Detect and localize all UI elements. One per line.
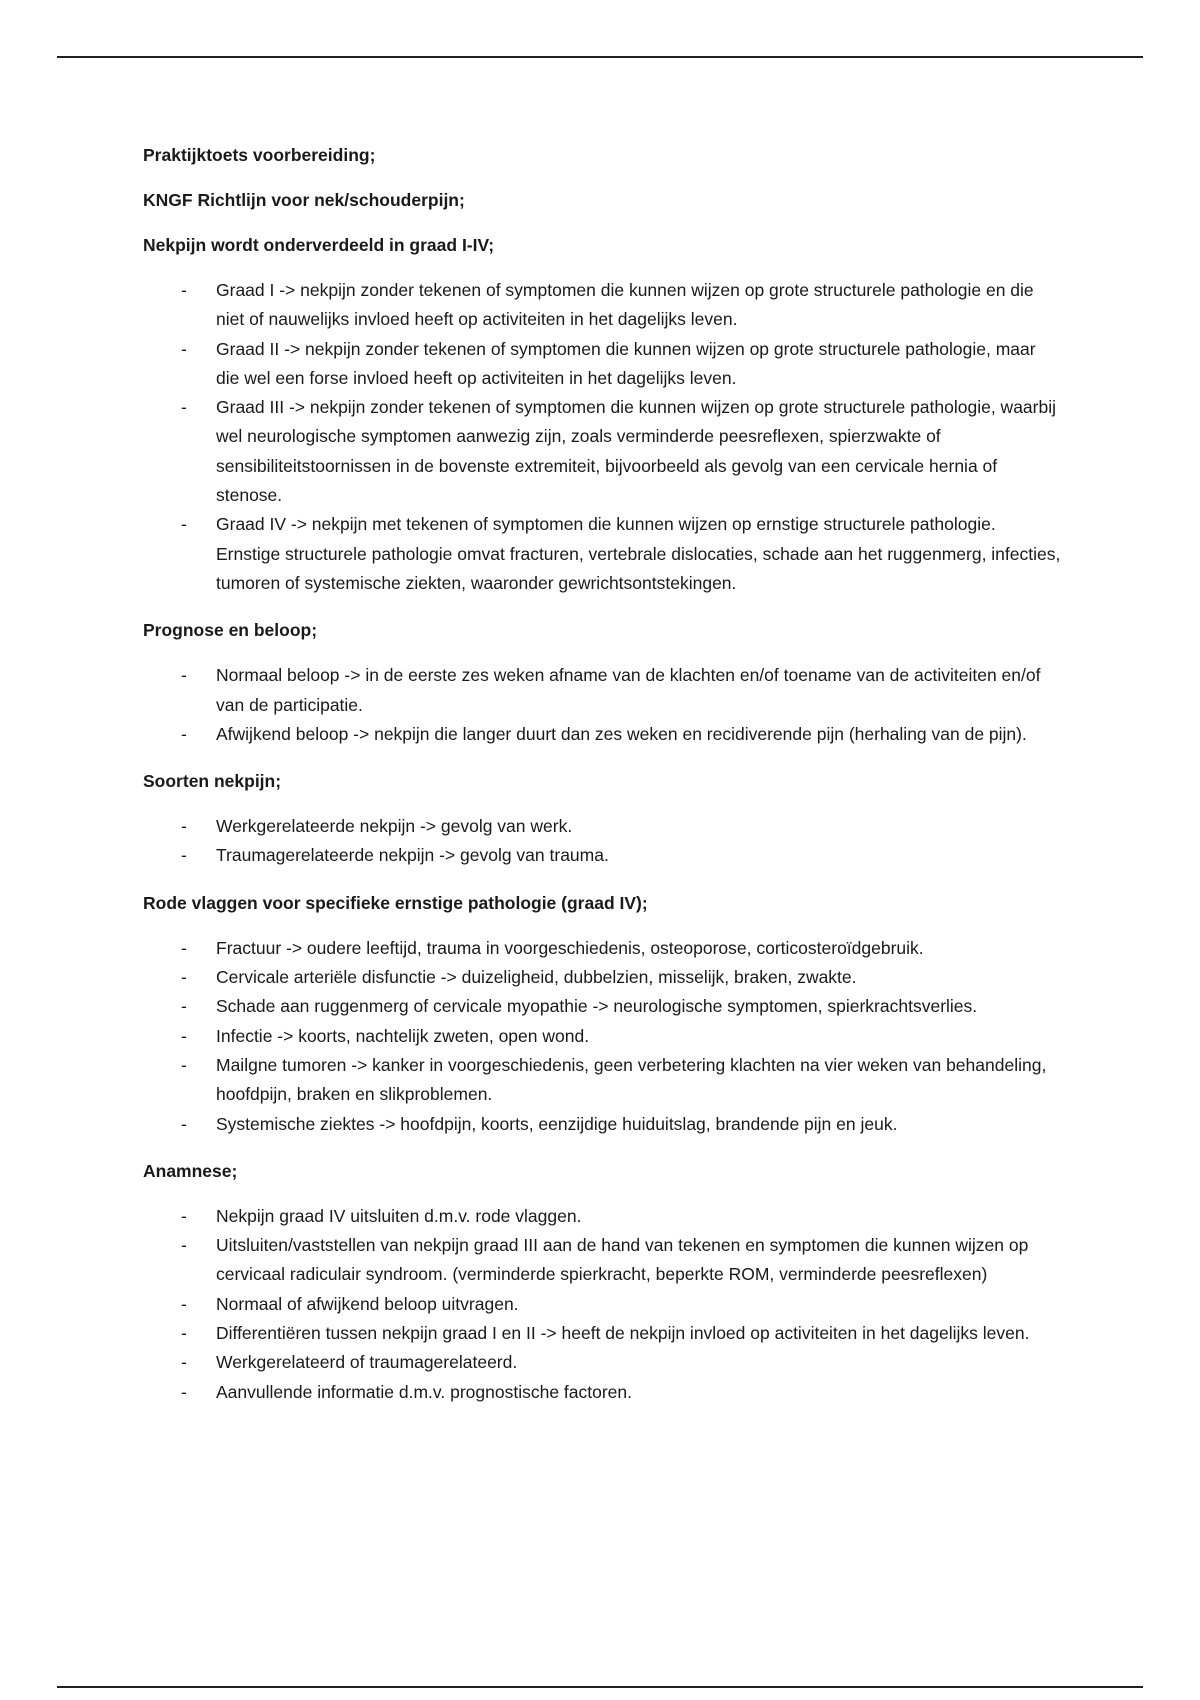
section-heading: KNGF Richtlijn voor nek/schouderpijn;	[143, 190, 465, 210]
list-item: - Uitsluiten/vaststellen van nekpijn graad III aan de hand van tekenen en symptomen die kunnen wijzen op cervicaal radiculair syndroom. (verminderde spierkracht, beperkte ROM, verminderde peesreflexen)	[143, 1231, 1063, 1290]
list-item: - Werkgerelateerd of traumagerelateerd.	[143, 1348, 1063, 1377]
list-item: - Aanvullende informatie d.m.v. prognostische factoren.	[143, 1378, 1063, 1407]
section-heading: Prognose en beloop;	[143, 620, 318, 641]
footer-rule	[57, 1686, 1143, 1688]
list-item: - Mailgne tumoren -> kanker in voorgeschiedenis, geen verbetering klachten na vier weken van behandeling, hoofdpijn, braken en slikproblemen.	[143, 1051, 1063, 1110]
list-item: - Afwijkend beloop -> nekpijn die langer duurt dan zes weken en recidiverende pijn (herhaling van de pijn).	[143, 720, 1063, 749]
section-heading: Praktijktoets voorbereiding;	[143, 145, 376, 165]
bullet-list	[143, 812, 1063, 871]
list-item: - Graad I -> nekpijn zonder tekenen of symptomen die kunnen wijzen op grote structurele pathologie en die niet of nauwelijks invloed heeft op activiteiten in het dagelijks leven.	[143, 276, 1063, 335]
list-item: - Schade aan ruggenmerg of cervicale myopathie -> neurologische symptomen, spierkrachtsverlies.	[143, 992, 1063, 1021]
list-item: - Traumagerelateerde nekpijn -> gevolg van trauma.	[143, 841, 1063, 870]
list-item: - Differentiëren tussen nekpijn graad I en II -> heeft de nekpijn invloed op activiteiten in het dagelijks leven.	[143, 1319, 1063, 1348]
list-item: - Systemische ziektes -> hoofdpijn, koorts, eenzijdige huiduitslag, brandende pijn en jeuk.	[143, 1110, 1063, 1139]
section-heading: Anamnese;	[143, 1160, 238, 1181]
section-heading: Nekpijn wordt onderverdeeld in graad I-IV;	[143, 235, 495, 255]
list-item: - Nekpijn graad IV uitsluiten d.m.v. rode vlaggen.	[143, 1202, 1063, 1231]
list-item: - Graad II -> nekpijn zonder tekenen of symptomen die kunnen wijzen op grote structurele pathologie, maar die wel een forse invloed heeft op activiteiten in het dagelijks leven.	[143, 335, 1063, 394]
section-heading: Rode vlaggen voor specifieke ernstige pathologie (graad IV);	[143, 892, 648, 913]
bullet-list	[143, 661, 1063, 749]
list-item: - Normaal beloop -> in de eerste zes weken afname van de klachten en/of toename van de activiteiten en/of van de participatie.	[143, 661, 1063, 720]
list-item: - Normaal of afwijkend beloop uitvragen.	[143, 1290, 1063, 1319]
list-item: - Werkgerelateerde nekpijn -> gevolg van werk.	[143, 812, 1063, 841]
document-body	[143, 143, 1063, 1427]
header-rule	[57, 56, 1143, 58]
list-item: - Graad III -> nekpijn zonder tekenen of symptomen die kunnen wijzen op grote structurele pathologie, waarbij wel neurologische symptomen aanwezig zijn, zoals verminderde peesreflexen, spierzwakte of sensibiliteitstoornissen in de bovenste extremiteit, bijvoorbeeld als gevolg van een cervicale hernia of stenose.	[143, 393, 1063, 510]
list-item: - Graad IV -> nekpijn met tekenen of symptomen die kunnen wijzen op ernstige structurele pathologie. Ernstige structurele pathologie omvat fracturen, vertebrale dislocaties, schade aan het ruggenmerg, infecties, tumoren of systemische ziekten, waaronder gewrichtsontstekingen.	[143, 510, 1063, 598]
list-item: - Fractuur -> oudere leeftijd, trauma in voorgeschiedenis, osteoporose, corticosteroïdgebruik.	[143, 934, 1063, 963]
bullet-list	[143, 276, 1063, 598]
list-item: - Cervicale arteriële disfunctie -> duizeligheid, dubbelzien, misselijk, braken, zwakte.	[143, 963, 1063, 992]
list-item: - Infectie -> koorts, nachtelijk zweten, open wond.	[143, 1022, 1063, 1051]
bullet-list	[143, 1202, 1063, 1407]
section-heading: Soorten nekpijn;	[143, 771, 282, 792]
bullet-list	[143, 934, 1063, 1139]
